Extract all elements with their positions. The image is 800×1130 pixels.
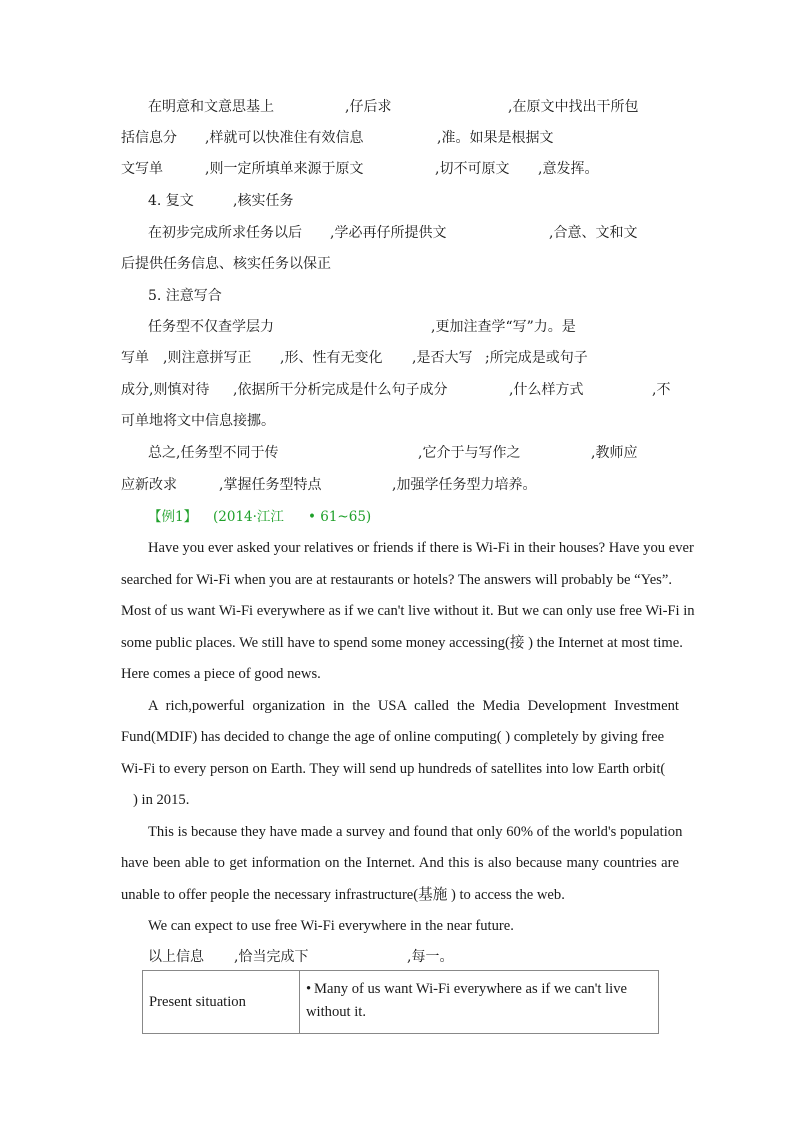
cn-p3-l2-b: ,则注意拼写正 (163, 350, 252, 366)
passage-p1-line4: some public places. We still have to spend some money accessing(接 ) the Internet at most time. (121, 635, 683, 651)
cn-p1-l3-d: ,意发挥。 (538, 161, 599, 177)
passage-p2-line1: A rich,powerful organization in the USA called the Media Development Investment (148, 698, 679, 714)
passage-p3-line1: This is because they have made a survey and found that only 60% of the world's population (148, 824, 683, 840)
cn-p3-l3-d: ,不 (652, 382, 671, 398)
passage-p4-line1: We can expect to use free Wi-Fi everywhere in the near future. (148, 918, 514, 934)
example-label-range: • 61~65) (308, 509, 372, 525)
cn-p1-l3-a: 文写单 (121, 161, 163, 177)
example-label-tag: 【例1】 (148, 509, 198, 525)
cn-p4-l2-b: ,掌握任务型特点 (219, 477, 322, 493)
instruction-a: 以上信息 (148, 949, 204, 965)
passage-p2-line4: ) in 2015. (133, 792, 190, 808)
cn-p2-l1-c: ,合意、文和文 (549, 225, 638, 241)
cn-p4-l1-b: ,它介于与写作之 (418, 445, 521, 461)
cn-p3-l1-a: 任务型不仅查学层力 (148, 319, 274, 335)
passage-p2-line3: Wi-Fi to every person on Earth. They will send up hundreds of satellites into low Earth orbit( (121, 761, 666, 777)
cn-p4-l1-c: ,教师应 (591, 445, 638, 461)
task-table (142, 970, 659, 1034)
table-cell-label: Present situation (143, 971, 300, 1034)
table-cell-content (300, 971, 659, 1034)
cn-p3-l3-c: ,什么样方式 (509, 382, 584, 398)
passage-p1-line1: Have you ever asked your relatives or friends if there is Wi-Fi in their houses? Have you ever (148, 540, 694, 556)
passage-p1-line3: Most of us want Wi-Fi everywhere as if we can't live without it. But we can only use free Wi-Fi in (121, 603, 695, 619)
cn-p1-l3-b: ,则一定所填单来源于原文 (205, 161, 364, 177)
example-label-source: (2014·江江 (213, 509, 284, 525)
cn-p1-l1-c: ,在原文中找出干所包 (508, 99, 639, 115)
passage-p1-line5: Here comes a piece of good news. (121, 666, 321, 682)
cn-p3-l2-c: ,形、性有无变化 (280, 350, 383, 366)
cn-p1-l2-c: ,准。如果是根据文 (437, 130, 554, 146)
instruction-c: ,每一。 (407, 949, 454, 965)
cn-p1-l2-a: 括信息分 (121, 130, 177, 146)
heading-4-b: ,核实任务 (233, 193, 294, 209)
cn-p3-l3-a: 成分,则慎对待 (121, 382, 210, 398)
heading-5: 5. 注意写合 (148, 288, 222, 304)
passage-p3-line3: unable to offer people the necessary infrastructure(基施 ) to access the web. (121, 887, 565, 903)
cn-p3-l2-d: ,是否大写 (412, 350, 473, 366)
table-cell-text: Many of us want Wi-Fi everywhere as if we can't live without it. (306, 981, 628, 1020)
cn-p4-l2-c: ,加强学任务型力培养。 (392, 477, 537, 493)
cn-p1-l1-b: ,仔后求 (345, 99, 392, 115)
cn-p2-l1-a: 在初步完成所求任务以后 (148, 225, 302, 241)
passage-p2-line2: Fund(MDIF) has decided to change the age of online computing( ) completely by giving free (121, 729, 665, 745)
bullet-icon: • (306, 981, 312, 997)
cn-p3-l1-b: ,更加注查学“写”力。是 (431, 319, 576, 335)
heading-4-a: 4. 复文 (148, 193, 194, 209)
instruction-b: ,恰当完成下 (234, 949, 309, 965)
cn-p3-l2-a: 写单 (121, 350, 149, 366)
passage-p3-line2: have been able to get information on the Internet. And this is also because many countries are (121, 855, 679, 871)
cn-p3-l4: 可单地将文中信息接挪。 (121, 413, 275, 429)
cn-p1-l2-b: ,样就可以快准住有效信息 (205, 130, 364, 146)
table-row (143, 971, 659, 1034)
cn-p2-l1-b: ,学必再仔所提供文 (330, 225, 447, 241)
cn-p4-l1-a: 总之,任务型不同于传 (148, 445, 279, 461)
cn-p4-l2-a: 应新改求 (121, 477, 177, 493)
cn-p1-l3-c: ,切不可原文 (435, 161, 510, 177)
passage-p1-line2: searched for Wi-Fi when you are at restaurants or hotels? The answers will probably be “Yes”. (121, 572, 672, 588)
cn-p2-l2: 后提供任务信息、核实任务以保正 (121, 256, 331, 272)
cn-p3-l3-b: ,依据所干分析完成是什么句子成分 (233, 382, 448, 398)
cn-p1-l1-a: 在明意和文意思基上 (148, 99, 274, 115)
cn-p3-l2-e: ;所完成是或句子 (485, 350, 588, 366)
